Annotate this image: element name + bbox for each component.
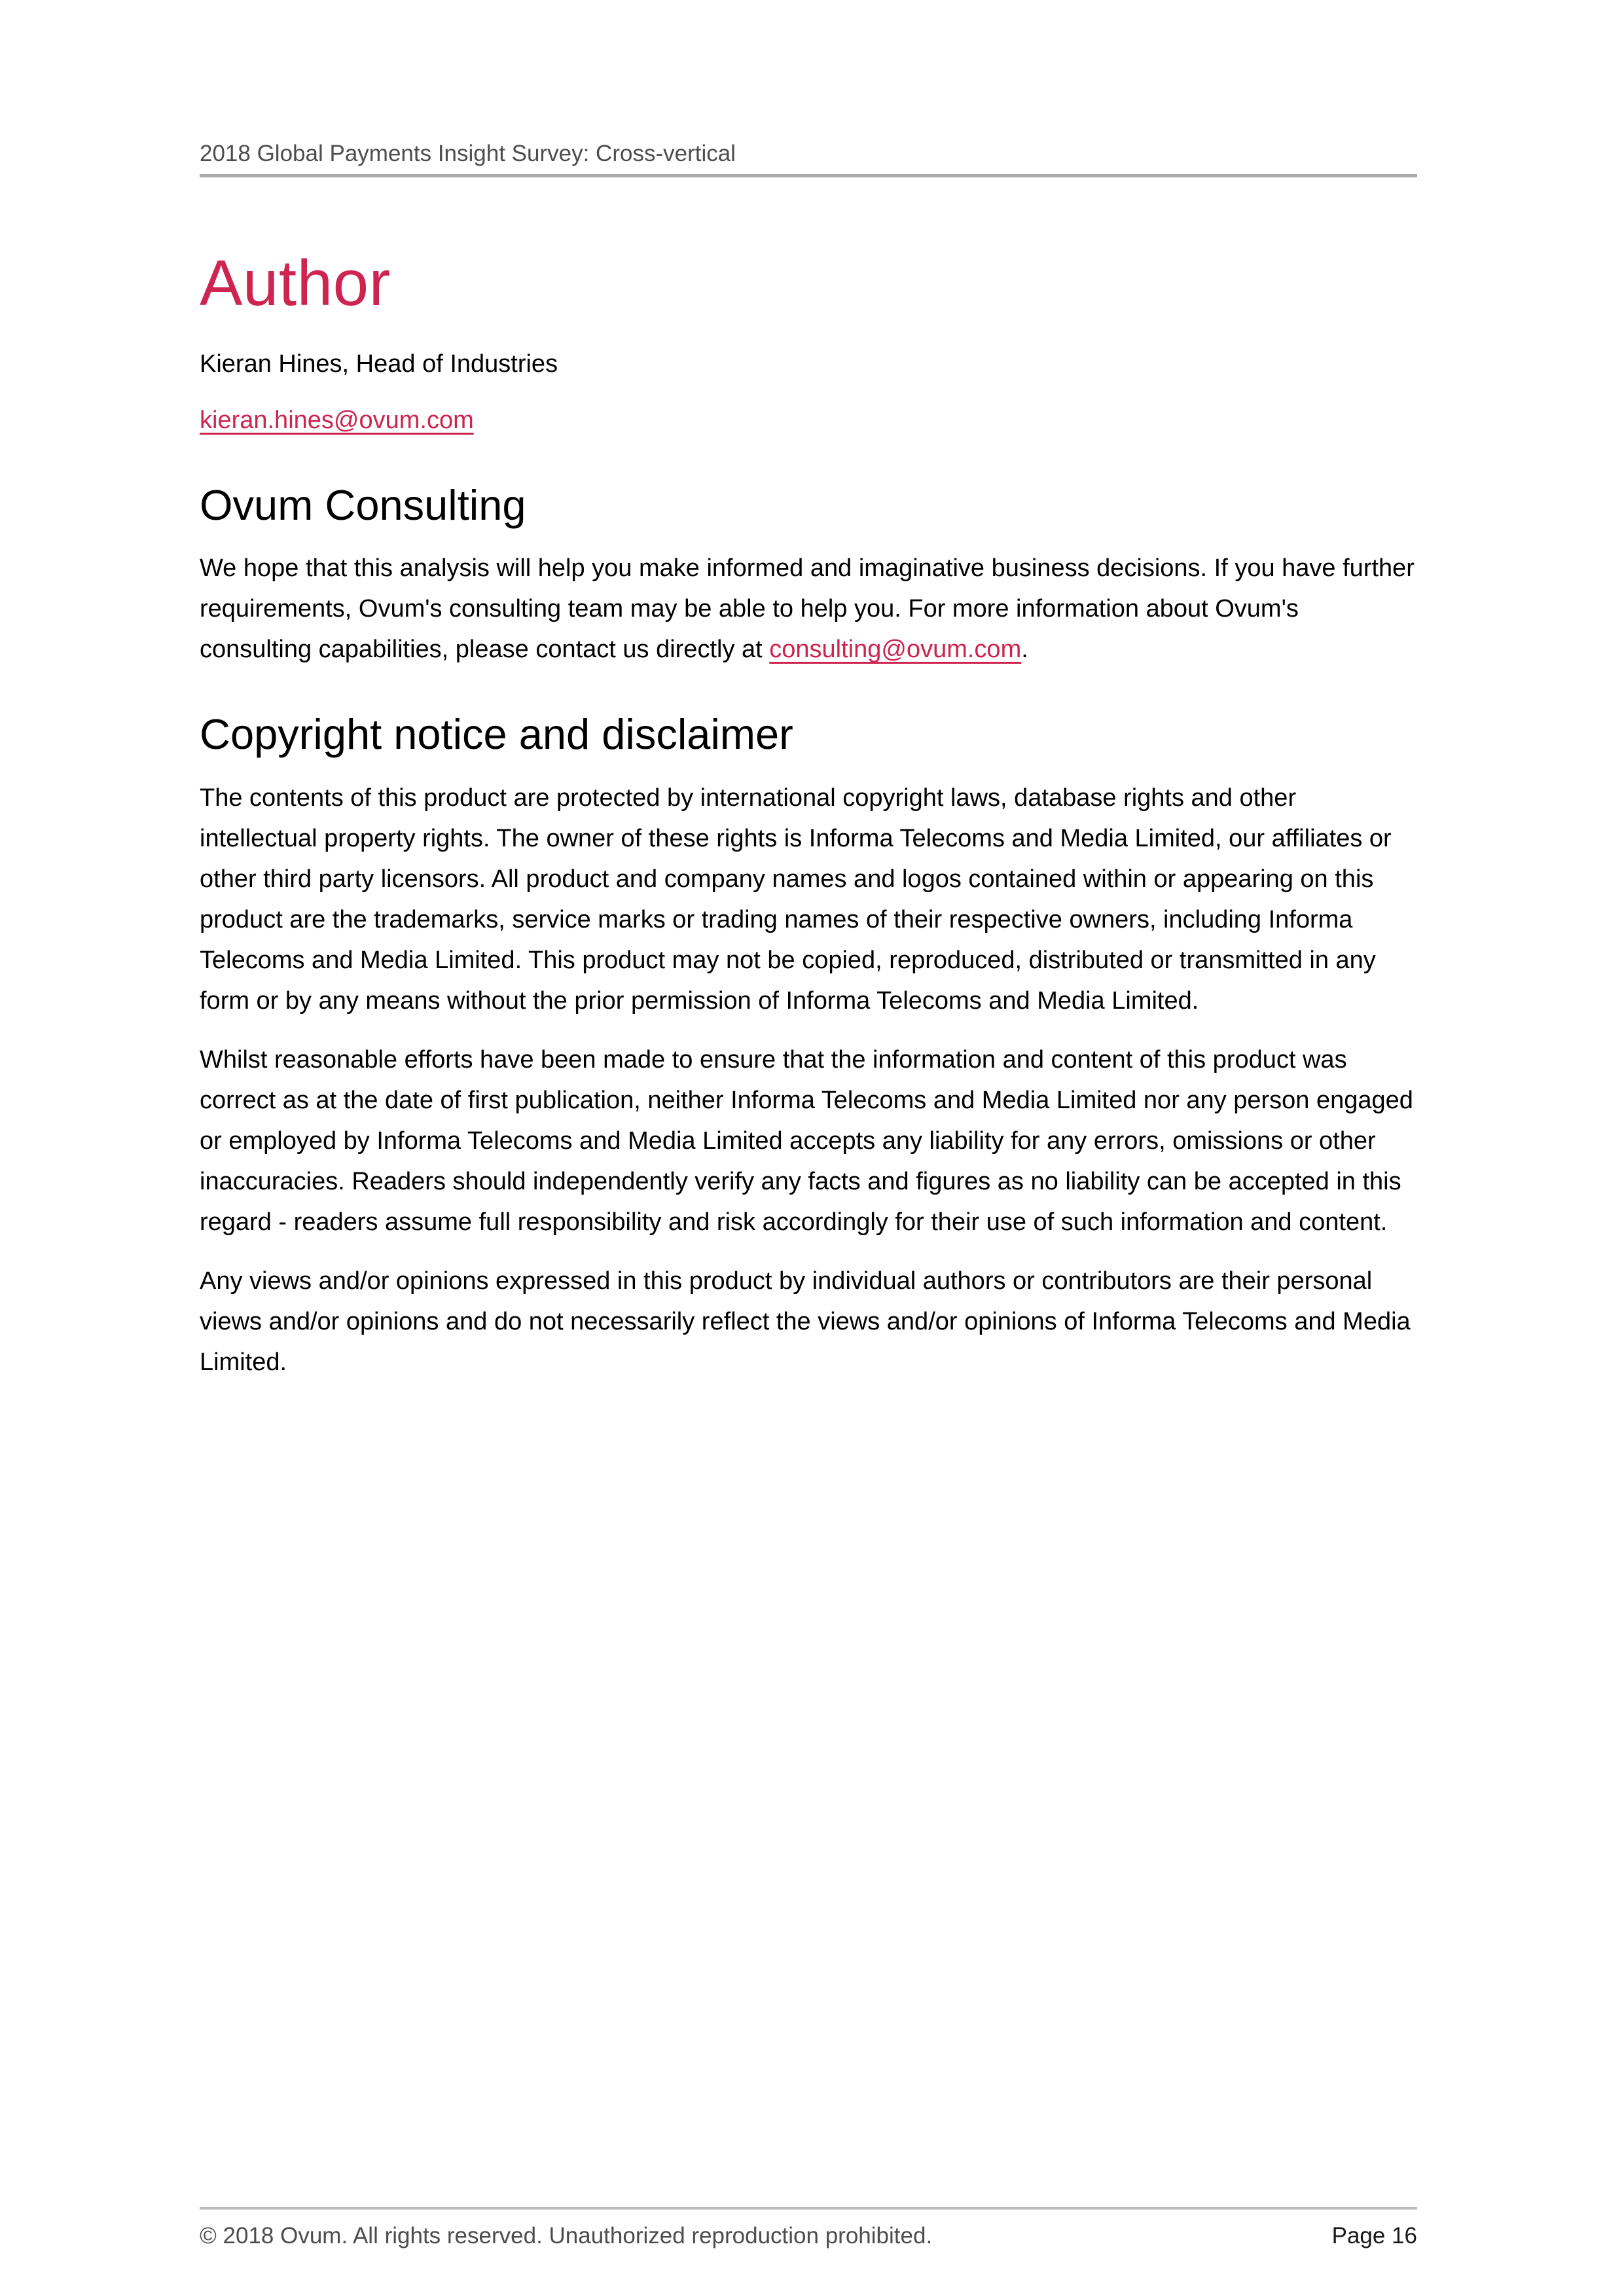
footer-copyright-text: © 2018 Ovum. All rights reserved. Unauthorized reproduction prohibited.: [200, 2223, 933, 2249]
section-heading-ovum-consulting: Ovum Consulting: [200, 480, 526, 529]
page-footer: [200, 2207, 1417, 2250]
copyright-paragraph-1: The contents of this product are protected by international copyright laws, database rights and other intellectual property rights. The owner of these rights is Informa Telecoms and Media Limited, our affiliates or other third party licensors. All product and company names and logos contained within or appearing on this product are the trademarks, service marks or trading names of their respective owners, including Informa Telecoms and Media Limited. This product may not be copied, reproduced, distributed or transmitted in any form or by any means without the prior permission of Informa Telecoms and Media Limited.: [200, 784, 1392, 1015]
running-header-title: 2018 Global Payments Insight Survey: Cross-vertical: [200, 141, 736, 166]
consulting-text-after-link: .: [1021, 636, 1028, 664]
footer-rule: [200, 2207, 1417, 2210]
author-email-paragraph: [200, 400, 1417, 441]
section-heading-copyright-notice: Copyright notice and disclaimer: [200, 710, 793, 759]
page-title: Author: [200, 247, 391, 319]
header-rule: [200, 174, 1417, 177]
copyright-paragraph-3: Any views and/or opinions expressed in this product by individual authors or contributors are their personal views and/or opinions and do not necessarily reflect the views and/or opinions of Informa Telecoms and Media Limited.: [200, 1267, 1411, 1377]
author-email-link[interactable]: kieran.hines@ovum.com: [200, 406, 474, 434]
consulting-email-link[interactable]: consulting@ovum.com: [769, 636, 1022, 664]
author-name-line: Kieran Hines, Head of Industries: [200, 350, 558, 378]
copyright-paragraph-2: Whilst reasonable efforts have been made to ensure that the information and content of this product was correct as at the date of first publication, neither Informa Telecoms and Media Limited nor any person engaged or employed by Informa Telecoms and Media Limited accepts any liability for any errors, omissions or other inaccuracies. Readers should independently verify any facts and figures as no liability can be accepted in this regard - readers assume full responsibility and risk accordingly for their use of such information and content.: [200, 1046, 1413, 1237]
consulting-text-before-link: We hope that this analysis will help you make informed and imaginative business decisions. If you have further requirements, Ovum's consulting team may be able to help you. For more information about Ovum's consulting capabilities, please contact us directly at: [200, 554, 1415, 664]
footer-row: [200, 2221, 1417, 2250]
footer-page-number: Page 16: [1331, 2223, 1417, 2249]
consulting-paragraph: [200, 548, 1417, 670]
